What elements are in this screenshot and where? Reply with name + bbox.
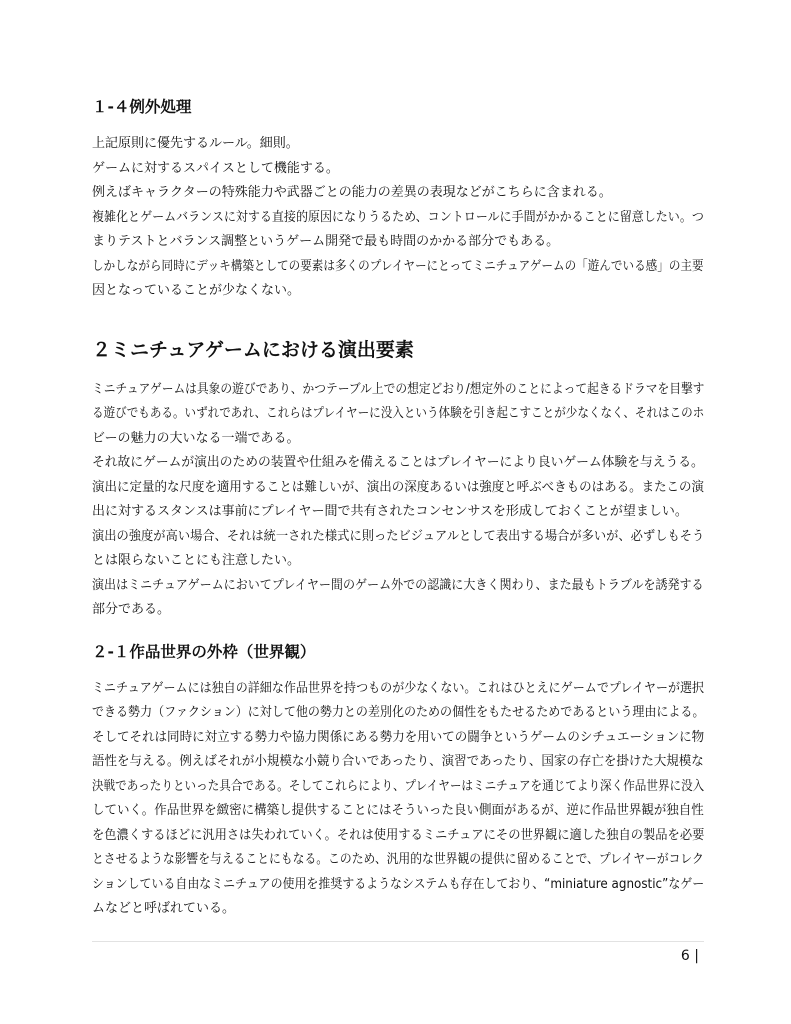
- body-line: 決戦であったりといった具合である。そしてこれらにより、プレイヤーはミニチュアを通じてより深く作品世界に没入: [92, 778, 705, 794]
- body-line: しかしながら同時にデッキ構築としての要素は多くのプレイヤーにとってミニチュアゲームの「遊んでいる感」の主要: [92, 258, 704, 274]
- body-line: 演出に定量的な尺度を適用することは難しいが、演出の深度あるいは強度と呼ぶべきものはある。またこの演: [92, 479, 705, 495]
- section-heading-2: ２ミニチュアゲームにおける演出要素: [92, 338, 414, 361]
- body-line: を色濃くするほどに汎用さは失われていく。それは使用するミニチュアにその世界観に適した独自の製品を必要: [92, 827, 705, 843]
- body-line: 出に対するスタンスは事前にプレイヤー間で共有されたコンセンサスを形成しておくことが望ましい。: [92, 504, 688, 519]
- body-line: ゲームに対するスパイスとして機能する。: [92, 160, 339, 176]
- section-body-1-4: [92, 132, 704, 304]
- section-heading-2-1: ２-１作品世界の外枠（世界観）: [92, 642, 316, 661]
- body-line: 演出の強度が高い場合、それは統一された様式に則ったビジュアルとして表出する場合が多いが、必ずしもそう: [92, 528, 705, 544]
- body-line: そしてそれは同時に対立する勢力や協力関係にある勢力を用いての闘争というゲームのシチュエーションに物: [92, 729, 705, 745]
- body-line: 因となっていることが少なくない。: [92, 283, 301, 298]
- body-line: それ故にゲームが演出のための装置や仕組みを備えることはプレイヤーにより良いゲーム体験を与えうる。: [92, 455, 704, 470]
- body-line: ミニチュアゲームは具象の遊びであり、かつテーブル上での想定どおり/想定外のことによって起きるドラマを目撃す: [92, 381, 705, 397]
- footer-divider: [92, 941, 704, 942]
- body-line: 語性を与える。例えばそれが小規模な小競り合いであったり、演習であったり、国家の存亡を掛けた大規模な: [92, 754, 704, 769]
- body-line: 演出はミニチュアゲームにおいてプレイヤー間のゲーム外での認識に大きく関わり、また最もトラブルを誘発する: [92, 577, 704, 593]
- body-line: していく。作品世界を緻密に構築し提供することにはそういった良い側面があるが、逆に作品世界観が独自性: [92, 803, 704, 818]
- body-line: ミニチュアゲームには独自の詳細な作品世界を持つものが少なくない。これはひとえにゲームでプレイヤーが選択: [92, 680, 705, 696]
- body-line: 部分である。: [92, 602, 171, 617]
- body-line: とさせるような影響を与えることにもなる。このため、汎用的な世界観の提供に留めることで、プレイヤーがコレク: [92, 852, 704, 867]
- body-line: まりテストとバランス調整というゲーム開発で最も時間のかかる部分でもある。: [92, 234, 560, 249]
- body-line: ムなどと呼ばれている。: [92, 901, 236, 916]
- section-heading-1-4: １-４例外処理: [92, 98, 192, 116]
- body-line: る遊びでもある。いずれであれ、これらはプレイヤーに没入という体験を引き起こすことが少なくなく、それはこのホ: [92, 406, 705, 421]
- page-content: [92, 96, 704, 922]
- section-body-2: [92, 378, 704, 623]
- body-line: 複雑化とゲームバランスに対する直接的原因になりうるため、コントロールに手間がかかることに留意したい。つ: [92, 209, 704, 225]
- body-line: ビーの魅力の大いなる一端である。: [92, 430, 300, 446]
- body-line: 例えばキャラクターの特殊能力や武器ごとの能力の差異の表現などがこちらに含まれる。: [92, 185, 612, 200]
- body-line: ションしている自由なミニチュアの使用を推奨するようなシステムも存在しており、“miniature agnostic”なゲー: [92, 876, 705, 892]
- body-line: とは限らないことにも注意したい。: [92, 553, 301, 568]
- body-line: できる勢力（ファクション）に対して他の勢力との差別化のための個性をもたせるためであるという理由による。: [92, 705, 705, 720]
- section-body-2-1: [92, 677, 704, 922]
- page-number: 6 |: [680, 948, 699, 964]
- body-line: 上記原則に優先するルール。細則。: [92, 136, 299, 151]
